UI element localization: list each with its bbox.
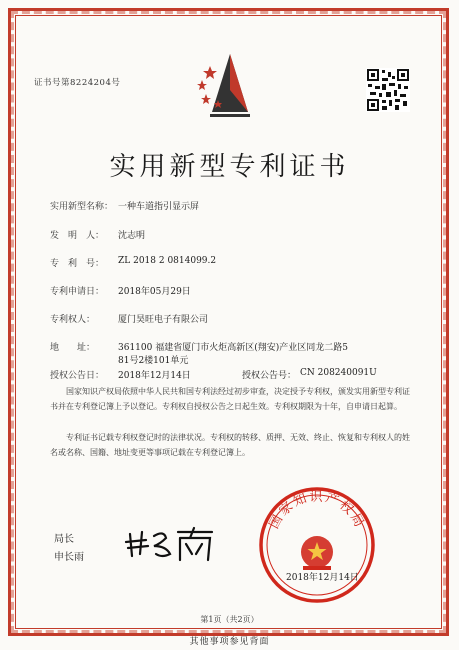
handwritten-signature-icon [120, 524, 216, 564]
footer-note: 其他事项参见背面 [189, 637, 270, 647]
seal-date: 2018年12月14日 [286, 573, 359, 583]
inventor-value: 沈志明 [118, 231, 146, 241]
grant-number-label: 授权公告号： [242, 371, 297, 381]
qr-code-icon [366, 68, 410, 112]
certificate-number: 证书号第8224204号 [34, 78, 121, 88]
patent-number-label: 专 利 号： [50, 259, 105, 269]
director-name: 申长雨 [54, 552, 84, 563]
notice-paragraph-1: 国家知识产权局依照中华人民共和国专利法经过初步审查，决定授予专利权，颁发实用新型专利证书并在专利登记簿上予以登记。专利权自授权公告之日起生效。专利权期限为十年，自申请日起算。 [50, 387, 410, 411]
official-seal-icon [258, 486, 376, 604]
cnipa-logo-icon [196, 50, 264, 122]
address-line-1: 361100 福建省厦门市火炬高新区(翔安)产业区同龙二路5 [118, 343, 348, 353]
director-title: 局长 [54, 534, 74, 545]
grant-number-value: CN 208240091U [300, 368, 377, 378]
certificate-title: 实用新型专利证书 [109, 152, 350, 182]
address-line-2: 81号2楼101单元 [118, 356, 189, 366]
notice-paragraph-2: 专利证书记载专利权登记时的法律状况。专利权的转移、质押、无效、终止、恢复和专利权人的姓名或名称、国籍、地址变更等事项记载在专利登记簿上。 [50, 433, 410, 457]
filing-date-value: 2018年05月29日 [118, 287, 191, 297]
inventor-label: 发 明 人： [50, 231, 105, 241]
name-value: 一种车道指引显示屏 [118, 202, 200, 212]
grant-date-value: 2018年12月14日 [118, 371, 191, 381]
name-label: 实用新型名称： [50, 202, 114, 212]
holder-label: 专利权人： [50, 315, 96, 325]
patent-number-value: ZL 2018 2 0814099.2 [118, 256, 217, 266]
address-label: 地 址： [50, 343, 96, 353]
holder-value: 厦门昊旺电子有限公司 [118, 315, 209, 325]
filing-date-label: 专利申请日： [50, 287, 105, 297]
seal-text: 国家知识产权局 [266, 489, 368, 532]
grant-date-label: 授权公告日： [50, 371, 105, 381]
svg-text:国家知识产权局 [267, 490, 367, 532]
page-number: 第1页（共2页） [200, 615, 259, 624]
